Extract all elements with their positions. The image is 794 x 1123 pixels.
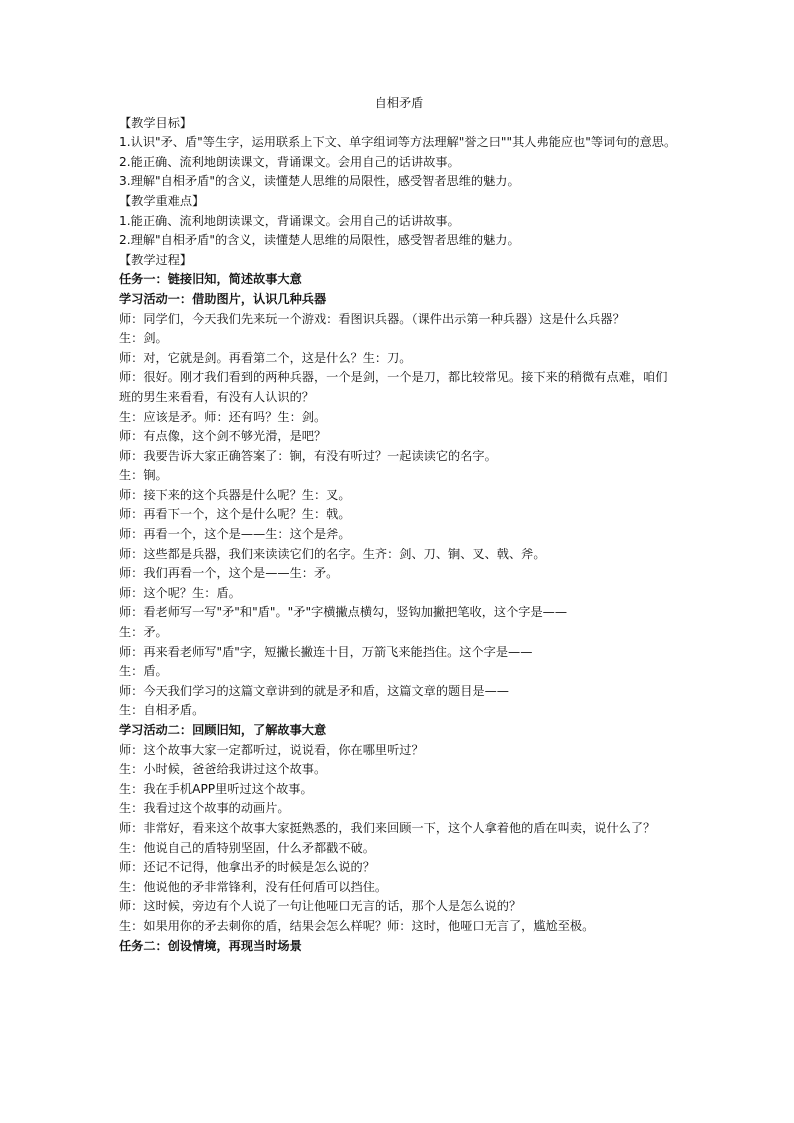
section-heading: 任务一：链接旧知，简述故事大意	[119, 272, 302, 287]
section-heading: 学习活动二：回顾旧知，了解故事大意	[119, 723, 327, 737]
text-line: 师：很好。刚才我们看到的两种兵器，一个是剑，一个是刀，都比较常见。接下来的稍微有点难，咱们班的男生来看看，有没有人认识的？	[119, 370, 668, 404]
text-line: 师：我们再看一个，这个是——生：矛。	[119, 566, 339, 581]
text-line: 师：这些都是兵器，我们来读读它们的名字。生齐：剑、刀、锏、叉、戟、斧。	[119, 546, 546, 561]
text-line: 生：我在手机APP里听过这个故事。	[119, 781, 313, 796]
document-body	[119, 94, 679, 956]
text-line: 2.理解"自相矛盾"的含义，读懂楚人思维的局限性，感受智者思维的魅力。	[119, 233, 520, 248]
text-line: 师：再看下一个，这个是什么呢？生：戟。	[119, 507, 351, 522]
text-line: 师：我要告诉大家正确答案了：锏，有没有听过？一起读读它的名字。	[119, 448, 497, 463]
text-line: 生：自相矛盾。	[119, 703, 205, 718]
text-line: 师：这个呢？生：盾。	[119, 585, 241, 600]
text-line: 生：剑。	[119, 331, 168, 346]
text-line: 生：他说自己的盾特别坚固，什么矛都戳不破。	[119, 840, 375, 855]
text-line: 1.能正确、流利地朗读课文，背诵课文。会用自己的话讲故事。	[119, 213, 460, 228]
text-line: 师：看老师写一写"矛"和"盾"。"矛"字横撇点横勾，竖钩加撇把笔收，这个字是——	[119, 605, 568, 620]
text-line: 生：盾。	[119, 664, 168, 679]
text-line: 师：再看一个，这个是——生：这个是斧。	[119, 527, 351, 542]
text-line: 【教学过程】	[119, 252, 193, 267]
document-lines	[119, 114, 679, 957]
text-line: 3.理解"自相矛盾"的含义，读懂楚人思维的局限性，感受智者思维的魅力。	[119, 174, 520, 189]
text-line: 师：这时候，旁边有个人说了一句让他哑口无言的话，那个人是怎么说的？	[119, 899, 522, 914]
text-line: 【教学重难点】	[119, 193, 205, 208]
document-title: 自相矛盾	[374, 96, 424, 110]
text-line: 师：有点像，这个剑不够光滑，是吧？	[119, 429, 327, 444]
section-heading: 任务二：创设情境，再现当时场景	[119, 938, 302, 953]
text-line: 师：非常好，看来这个故事大家挺熟悉的，我们来回顾一下，这个人拿着他的盾在叫卖，说什么了？	[119, 820, 656, 835]
text-line: 生：应该是矛。师：还有吗？生：剑。	[119, 409, 327, 424]
text-line: 1.认识"矛、盾"等生字，运用联系上下文、单字组词等方法理解"誉之曰""其人弗能应也"等词句的意思。	[119, 135, 677, 150]
text-line: 生：如果用你的矛去刺你的盾，结果会怎么样呢？师：这时，他哑口无言了，尴尬至极。	[119, 918, 595, 933]
text-line: 【教学目标】	[119, 115, 193, 130]
text-line: 师：对，它就是剑。再看第二个，这是什么？生：刀。	[119, 350, 412, 365]
text-line: 师：今天我们学习的这篇文章讲到的就是矛和盾，这篇文章的题目是——	[119, 683, 509, 698]
text-line: 生：他说他的矛非常锋利，没有任何盾可以挡住。	[119, 879, 388, 894]
text-line: 师：接下来的这个兵器是什么呢？生：叉。	[119, 487, 351, 502]
text-line: 生：我看过这个故事的动画片。	[119, 801, 290, 816]
text-line: 2.能正确、流利地朗读课文，背诵课文。会用自己的话讲故事。	[119, 154, 460, 169]
text-line: 师：这个故事大家一定都听过，说说看，你在哪里听过？	[119, 742, 424, 757]
text-line: 师：同学们，今天我们先来玩一个游戏：看图识兵器。（课件出示第一种兵器）这是什么兵器？	[119, 311, 625, 326]
section-heading: 学习活动一：借助图片，认识几种兵器	[119, 291, 327, 306]
text-line: 生：小时候，爸爸给我讲过这个故事。	[119, 762, 327, 777]
text-line: 师：还记不记得，他拿出矛的时候是怎么说的？	[119, 860, 375, 875]
text-line: 生：矛。	[119, 625, 168, 640]
text-line: 师：再来看老师写"盾"字，短撇长撇连十目，万箭飞来能挡住。这个字是——	[119, 644, 533, 659]
text-line: 生：锏。	[119, 468, 168, 483]
